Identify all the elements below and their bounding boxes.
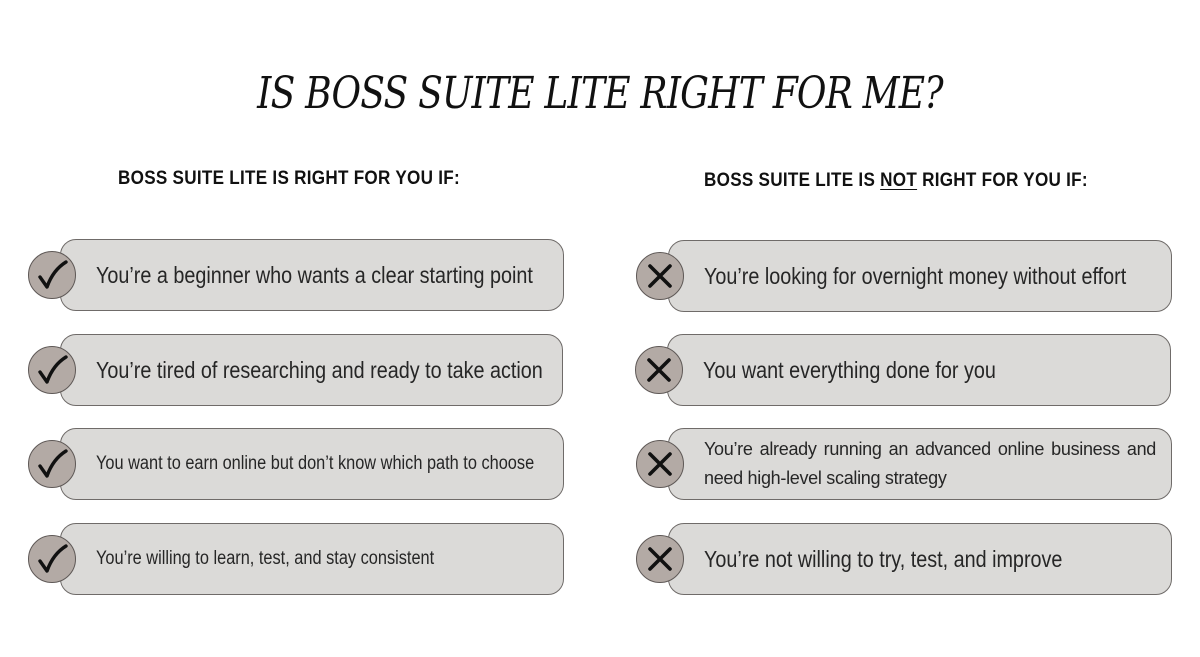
yes-item bbox=[28, 334, 563, 406]
x-icon bbox=[635, 346, 683, 394]
heading-emphasis-not: NOT bbox=[880, 170, 918, 191]
item-text: You’re willing to learn, test, and stay consistent bbox=[96, 548, 435, 569]
item-text: You’re a beginner who wants a clear starting point bbox=[96, 261, 533, 288]
right-for-you-heading: BOSS SUITE LITE IS RIGHT FOR YOU IF: bbox=[118, 168, 460, 189]
yes-item bbox=[28, 239, 564, 311]
yes-item bbox=[28, 428, 564, 500]
check-icon bbox=[28, 440, 76, 488]
item-text: You want to earn online but don’t know which path to choose bbox=[96, 453, 535, 474]
yes-item bbox=[28, 523, 564, 595]
x-icon bbox=[636, 440, 684, 488]
item-text: You want everything done for you bbox=[703, 356, 996, 383]
page-title: IS BOSS SUITE LITE RIGHT FOR ME? bbox=[257, 68, 943, 119]
item-text: You’re tired of researching and ready to take action bbox=[96, 356, 543, 383]
no-item bbox=[636, 523, 1172, 595]
no-item bbox=[636, 428, 1172, 500]
item-text: You’re not willing to try, test, and improve bbox=[704, 545, 1063, 572]
check-icon bbox=[28, 346, 76, 394]
item-text: You’re looking for overnight money without effort bbox=[704, 262, 1127, 289]
not-right-for-you-heading bbox=[704, 170, 1088, 192]
x-icon bbox=[636, 252, 684, 300]
no-item bbox=[636, 240, 1172, 312]
check-icon bbox=[28, 535, 76, 583]
check-icon bbox=[28, 251, 76, 299]
item-text: You’re already running an advanced online business and need high-level scaling strategy bbox=[704, 439, 1156, 488]
no-item bbox=[635, 334, 1171, 406]
heading-text-after: RIGHT FOR YOU IF: bbox=[917, 170, 1088, 191]
heading-text-before: BOSS SUITE LITE IS bbox=[704, 170, 881, 191]
x-icon bbox=[636, 535, 684, 583]
